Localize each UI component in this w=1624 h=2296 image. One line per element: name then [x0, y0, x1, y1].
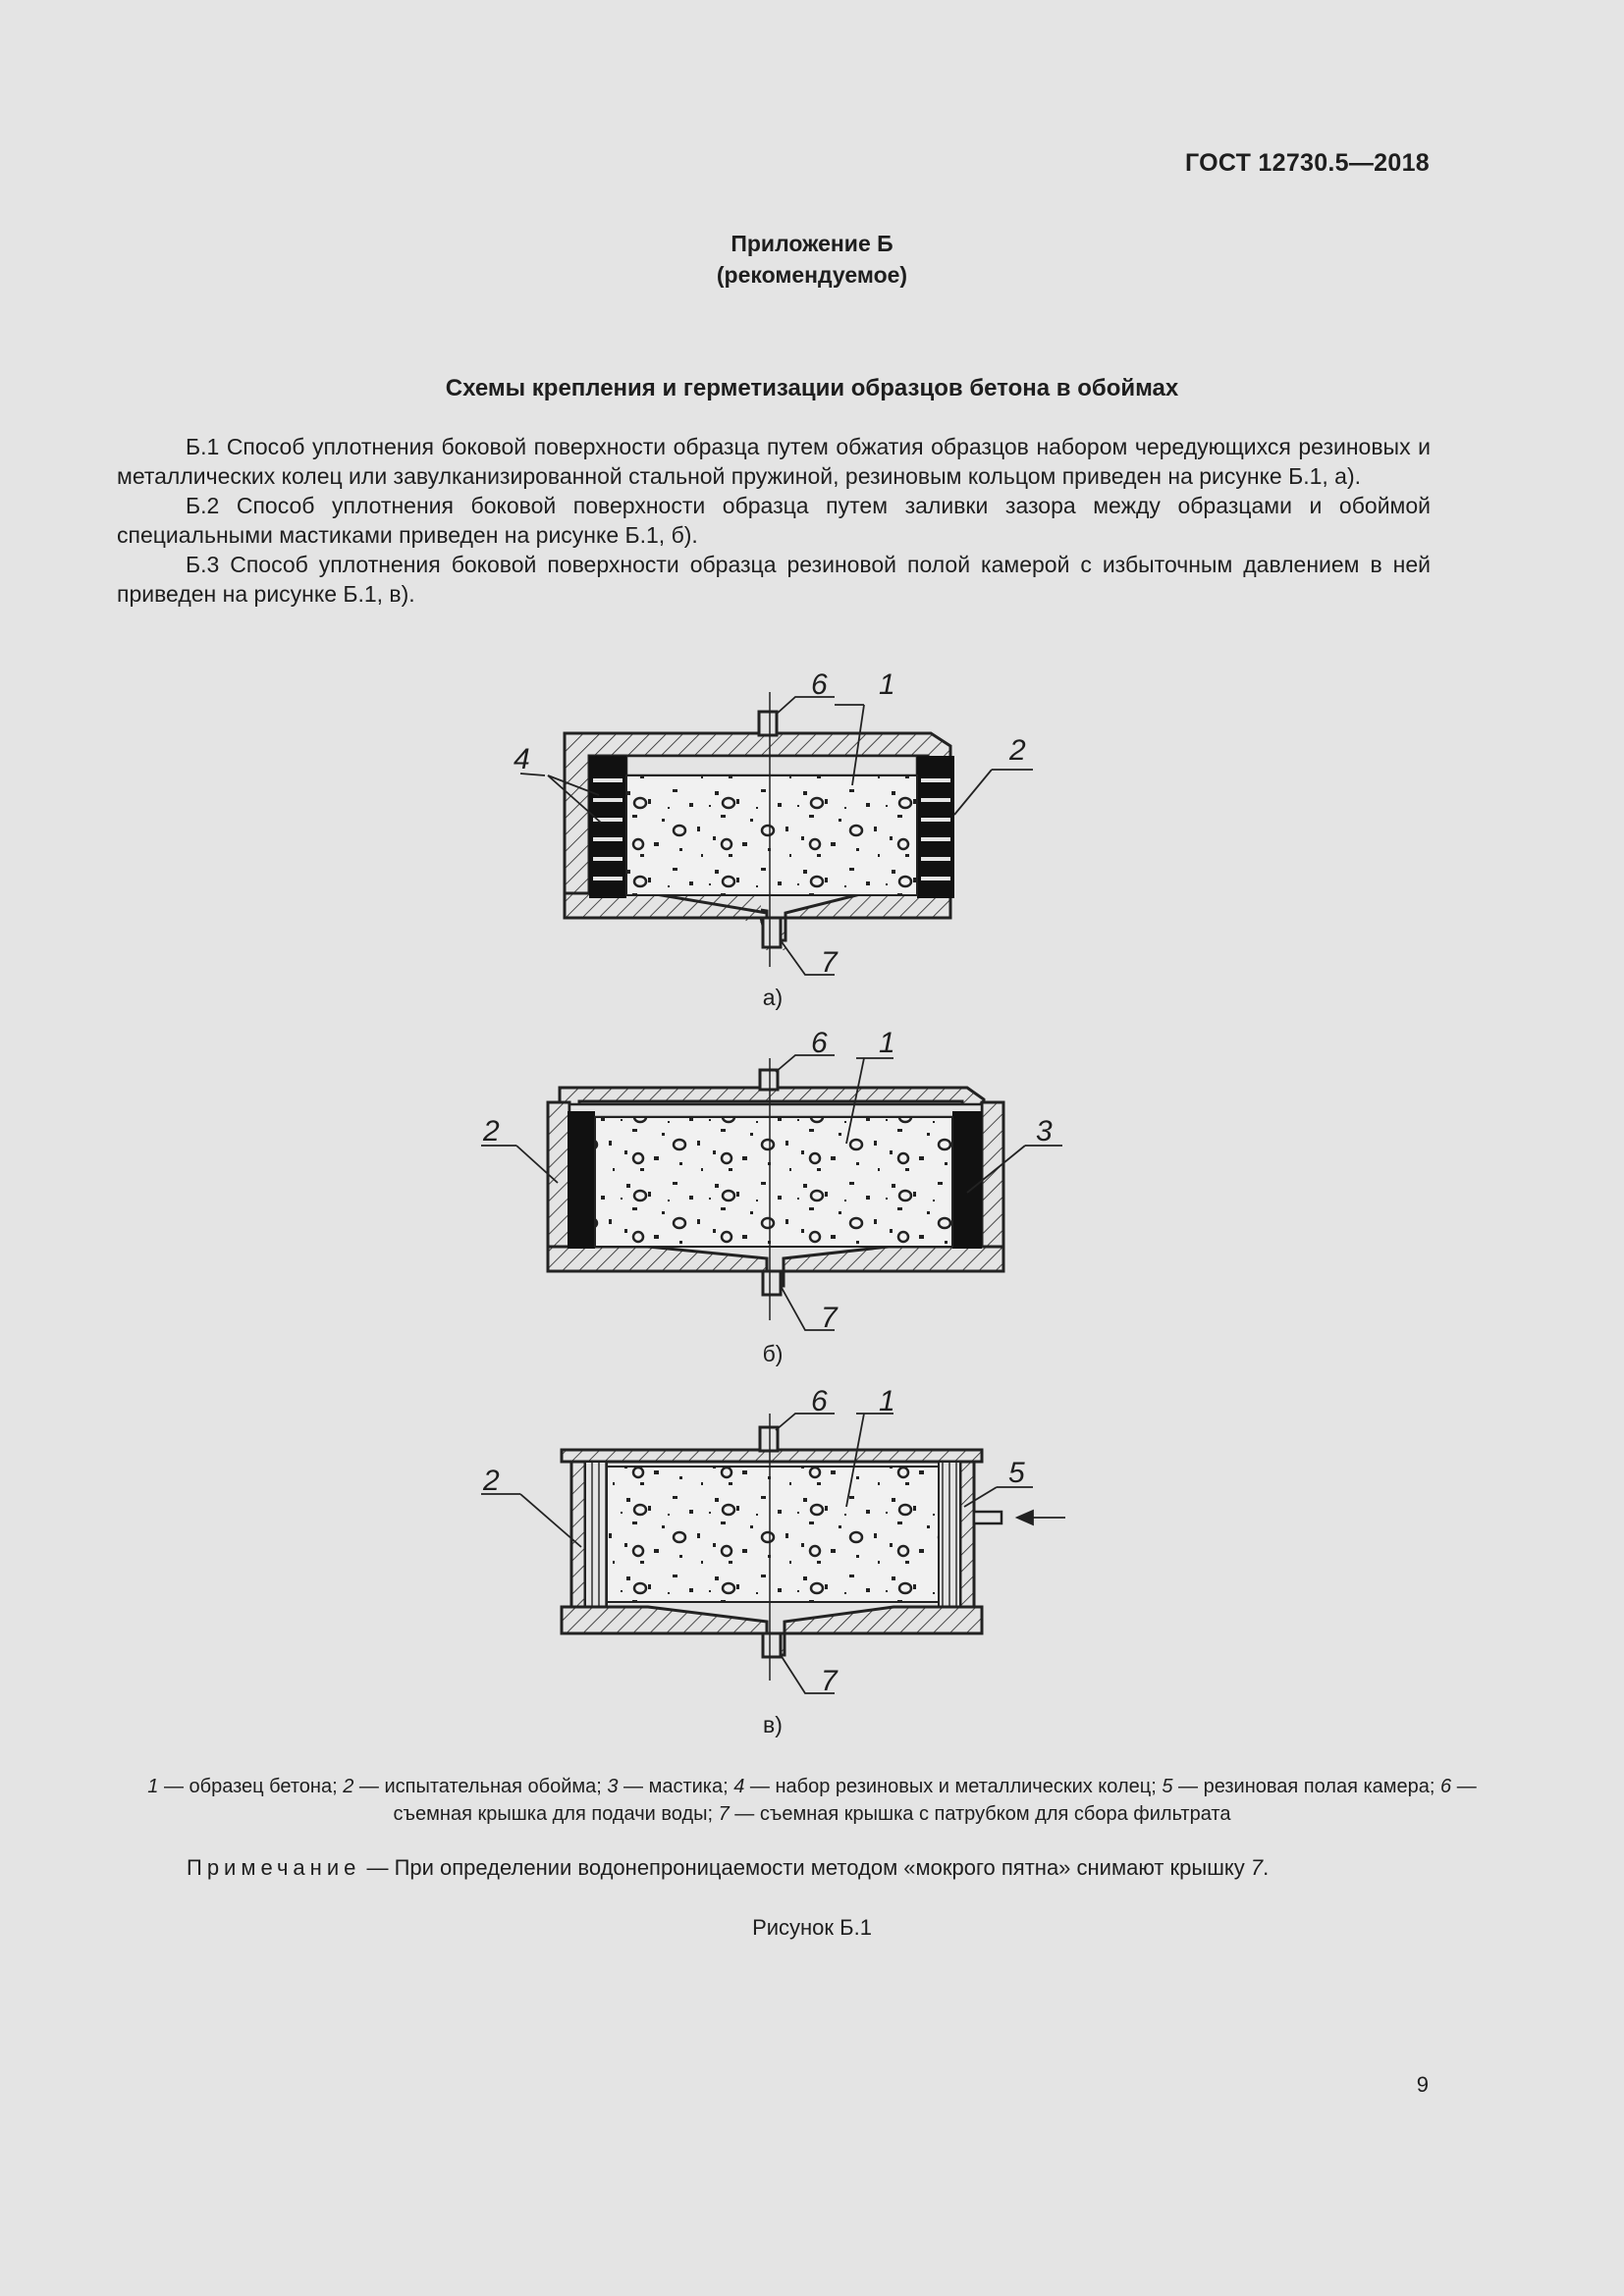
- callout-3-b: 3: [1036, 1115, 1053, 1148]
- callout-2-b: 2: [483, 1115, 500, 1148]
- note-ref: 7: [1250, 1855, 1264, 1880]
- subfigure-label-c: в): [763, 1712, 783, 1737]
- callout-7-a: 7: [821, 946, 838, 979]
- page-number: 9: [1416, 2072, 1429, 2097]
- callout-6-c: 6: [811, 1385, 828, 1417]
- callout-7-b: 7: [821, 1302, 838, 1334]
- legend-text-4: — набор резиновых и металлических колец;: [744, 1776, 1163, 1797]
- paragraph-b3: Б.3 Способ уплотнения боковой поверхности образца резиновой полой камерой с избыточным давлением в ней приведен на рисунке Б.1, в).: [117, 552, 1431, 607]
- legend-num-5: 5: [1162, 1776, 1173, 1797]
- subfigure-label-a: а): [762, 985, 784, 1010]
- callout-1-a: 1: [879, 668, 895, 701]
- legend-text-7: — съемная крышка с патрубком для сбора фильтрата: [729, 1803, 1231, 1825]
- legend-text-5: — резиновая полая камера;: [1172, 1776, 1441, 1797]
- callout-5-c: 5: [1008, 1457, 1025, 1489]
- legend-text-3: — мастика;: [618, 1776, 734, 1797]
- figure-caption: Рисунок Б.1: [752, 1915, 872, 1940]
- figure-legend: [128, 1773, 1496, 1828]
- legend-num-1: 1: [147, 1776, 159, 1797]
- legend-num-6: 6: [1440, 1776, 1452, 1797]
- callout-6-b: 6: [811, 1027, 828, 1059]
- document-code: ГОСТ 12730.5—2018: [1184, 149, 1430, 177]
- appendix-status: (рекомендуемое): [716, 262, 908, 288]
- note-label: Примечание: [187, 1855, 361, 1880]
- note-end: .: [1263, 1855, 1270, 1880]
- legend-text-6: — съемная крышка для подачи воды;: [393, 1776, 1477, 1825]
- subfigure-b: [481, 1027, 1062, 1334]
- legend-num-4: 4: [733, 1776, 745, 1797]
- legend-num-3: 3: [607, 1776, 619, 1797]
- subfigure-label-b: б): [762, 1341, 784, 1366]
- legend-text-1: — образец бетона;: [158, 1776, 344, 1797]
- paragraph-b1: Б.1 Способ уплотнения боковой поверхности образца путем обжатия образцов набором чередующихся резиновых и металлических колец или завулканизированной стальной пружиной, резиновым кольцом приведен на рисунке Б.1, а).: [117, 434, 1431, 489]
- callout-6-a: 6: [811, 668, 828, 701]
- callout-1-c: 1: [879, 1385, 895, 1417]
- appendix-title: Приложение Б: [731, 231, 893, 256]
- legend-num-2: 2: [343, 1776, 354, 1797]
- legend-num-7: 7: [718, 1803, 730, 1825]
- callout-7-c: 7: [821, 1665, 838, 1697]
- callout-2-a: 2: [1009, 734, 1026, 767]
- callout-4-a: 4: [514, 743, 530, 775]
- subfigure-a: [514, 668, 1033, 979]
- figure-note: [187, 1855, 1269, 1881]
- note-text: — При определении водонепроницаемости методом «мокрого пятна» снимают крышку: [360, 1855, 1251, 1880]
- section-title: Схемы крепления и герметизации образцов бетона в обоймах: [445, 375, 1179, 401]
- subfigure-c: [481, 1385, 1065, 1697]
- callout-1-b: 1: [879, 1027, 895, 1059]
- callout-2-c: 2: [483, 1465, 500, 1497]
- legend-text-2: — испытательная обойма;: [353, 1776, 608, 1797]
- paragraph-b2: Б.2 Способ уплотнения боковой поверхности образца путем заливки зазора между образцами и обоймой специальными мастиками приведен на рисунке Б.1, б).: [117, 493, 1431, 548]
